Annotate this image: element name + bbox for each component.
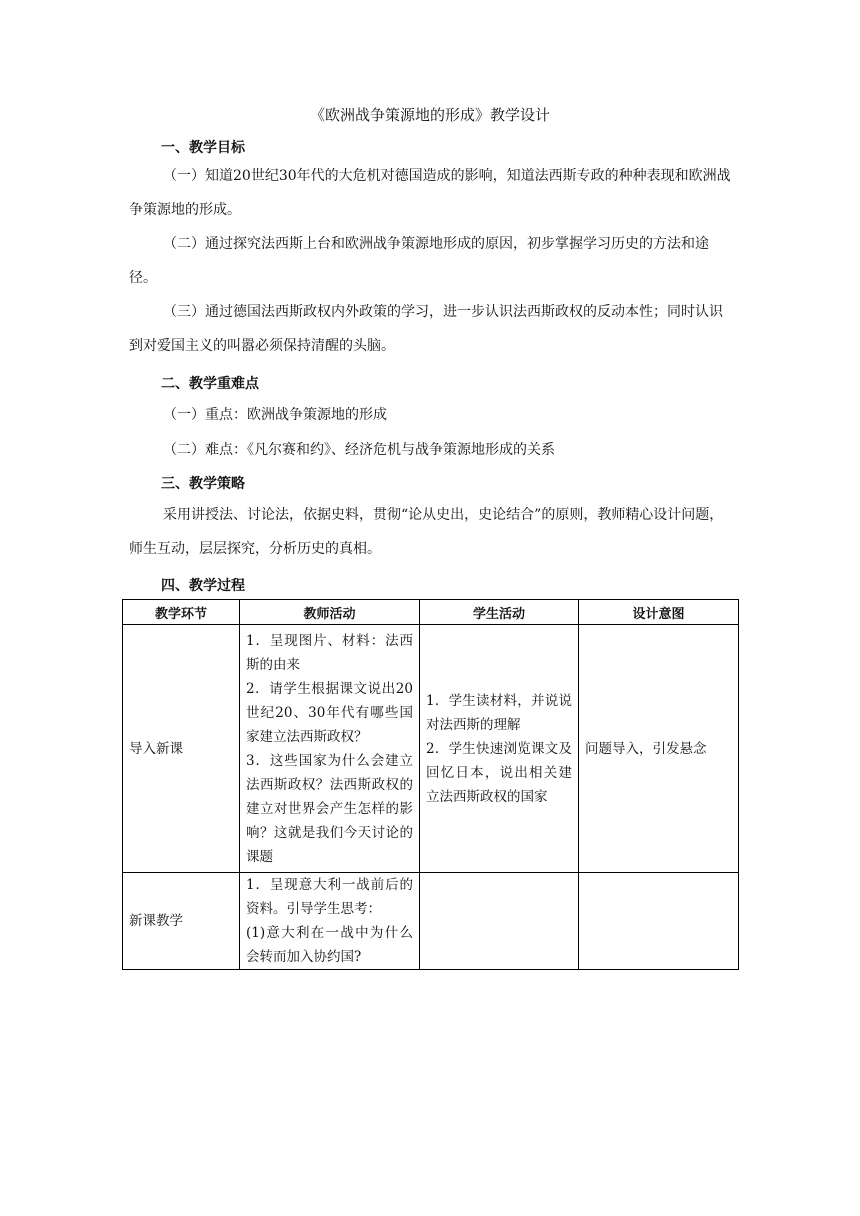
stage-cell: 新课教学: [123, 873, 240, 970]
header-student-activity: 学生活动: [420, 600, 579, 625]
student-item: 2．学生快速浏览课文及回忆日本，说出相关建立法西斯政权的国家: [426, 740, 572, 805]
table-header-row: [123, 600, 739, 625]
strategy-paragraph: 采用讲授法、讨论法，依据史料，贯彻“论从史出，史论结合”的原则，教师精心设计问题，师生互动，层层探究，分析历史的真相。: [129, 507, 724, 557]
objective-paragraph-2: （二）通过探究法西斯上台和欧洲战争策源地形成的原因，初步掌握学习历史的方法和途径。: [129, 236, 709, 286]
header-stage: 教学环节: [123, 600, 240, 625]
header-design-intent: 设计意图: [579, 600, 739, 625]
teacher-item: (1)意大利在一战中为什么会转而加入协约国?: [246, 925, 413, 965]
teacher-item: 1．呈现意大利一战前后的资料。引导学生思考：: [246, 877, 413, 917]
table-row: [123, 625, 739, 873]
section-heading-process: 四、教学过程: [161, 578, 245, 594]
design-intent-cell: [579, 873, 739, 970]
student-activity-cell: [420, 873, 579, 970]
teacher-activity-cell: [240, 625, 420, 873]
section-heading-objectives: 一、教学目标: [161, 140, 245, 156]
teacher-item: 2．请学生根据课文说出20世纪20、30年代有哪些国家建立法西斯政权？: [246, 680, 413, 745]
teaching-process-table: [122, 599, 739, 970]
section-heading-key-points: 二、教学重难点: [161, 376, 259, 392]
student-item: 1．学生读材料，并说说对法西斯的理解: [426, 692, 572, 733]
header-teacher-activity: 教师活动: [240, 600, 420, 625]
student-activity-cell: [420, 625, 579, 873]
design-intent-cell: 问题导入，引发悬念: [579, 625, 739, 873]
objective-paragraph-3: （三）通过德国法西斯政权内外政策的学习，进一步认识法西斯政权的反动本性；同时认识到对爱国主义的叫嚣必须保持清醒的头脑。: [129, 304, 723, 354]
key-point-line: （一）重点：欧洲战争策源地的形成: [163, 407, 387, 423]
teacher-item: 3．这些国家为什么会建立法西斯政权？法西斯政权的建立对世界会产生怎样的影响？这就是我们今天讨论的课题: [246, 752, 413, 865]
teacher-activity-cell: [240, 873, 420, 970]
difficult-point-line: （二）难点：《凡尔赛和约》、经济危机与战争策源地形成的关系: [163, 442, 555, 458]
stage-cell: 导入新课: [123, 625, 240, 873]
section-heading-strategy: 三、教学策略: [161, 476, 245, 492]
teacher-item: 1．呈现图片、材料：法西斯的由来: [246, 632, 413, 673]
document-title: 《欧洲战争策源地的形成》教学设计: [309, 106, 550, 124]
objective-paragraph-1: （一）知道20世纪30年代的大危机对德国造成的影响，知道法西斯专政的种种表现和欧洲战争策源地的形成。: [129, 168, 731, 218]
table-row: [123, 873, 739, 970]
